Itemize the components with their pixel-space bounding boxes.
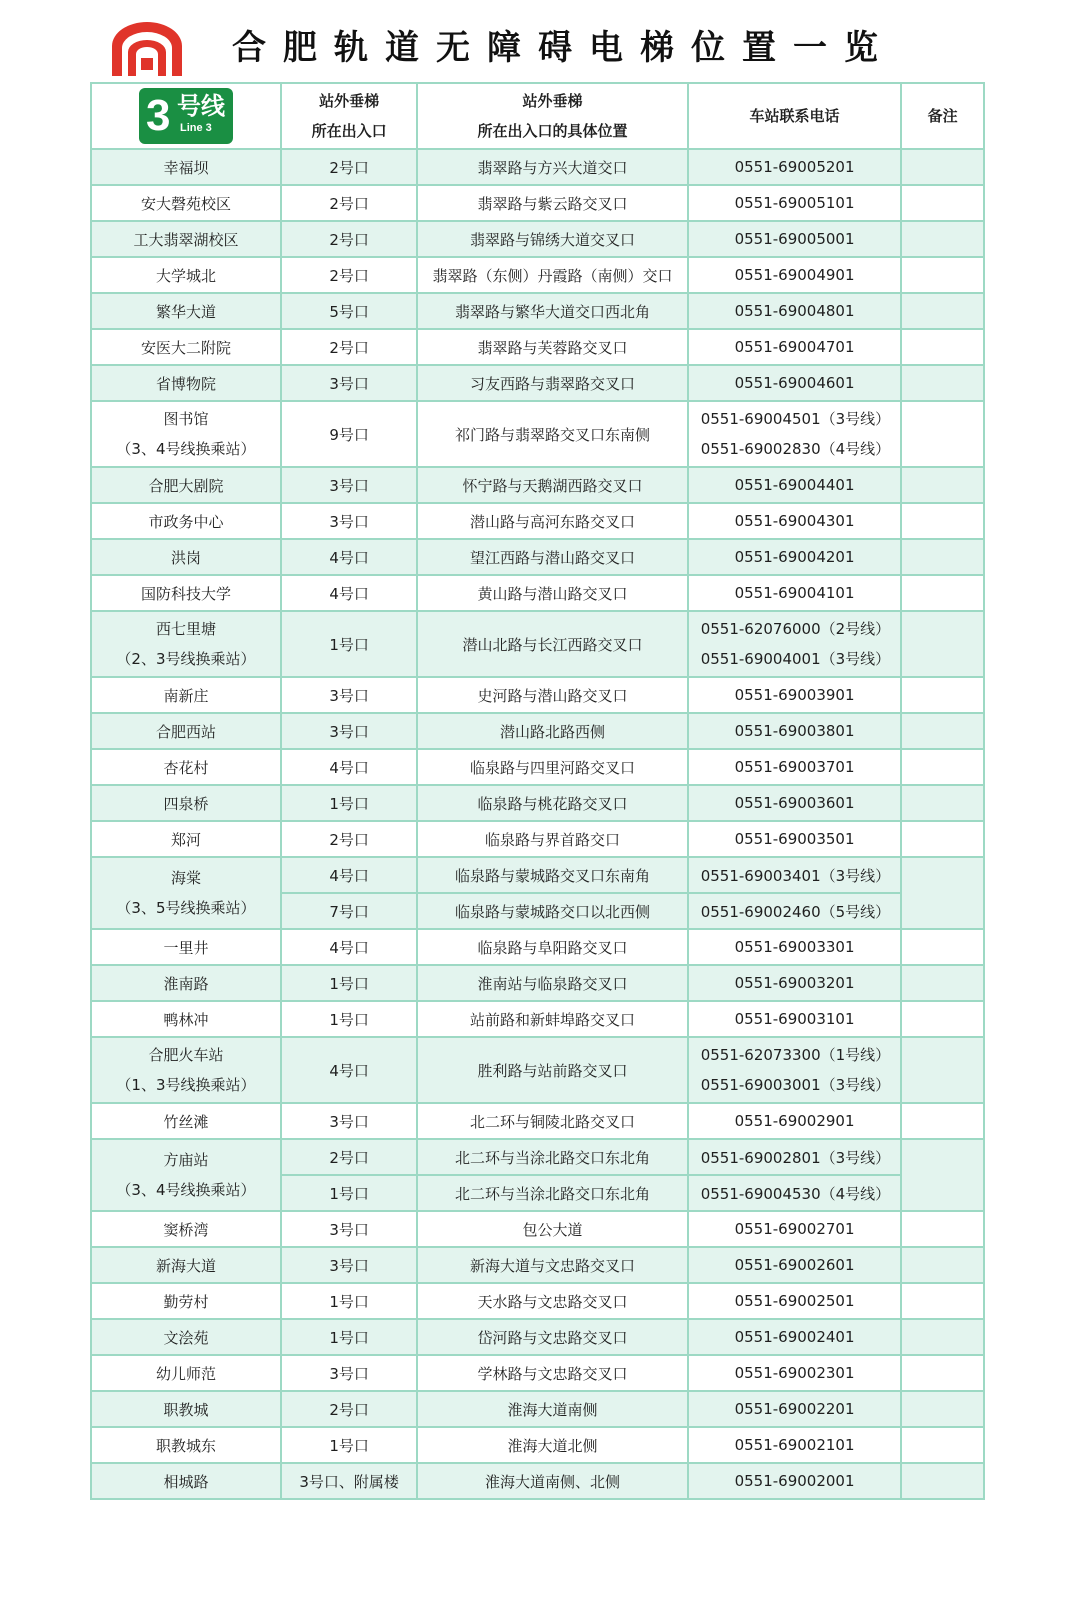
station-name: 杏花村 <box>91 749 281 785</box>
elevator-exit: 1号口 <box>281 965 417 1001</box>
phone-number: 0551-69002830（4号线） <box>700 440 891 458</box>
table-row <box>91 677 984 713</box>
station-phone <box>688 401 902 467</box>
elevator-exit: 2号口 <box>281 149 417 185</box>
elevator-location: 站前路和新蚌埠路交叉口 <box>417 1001 687 1037</box>
elevator-location: 翡翠路与芙蓉路交叉口 <box>417 329 687 365</box>
table-row <box>91 467 984 503</box>
station-phone: 0551-69002501 <box>688 1283 902 1319</box>
elevator-location: 潜山路北路西侧 <box>417 713 687 749</box>
elevator-location: 黄山路与潜山路交叉口 <box>417 575 687 611</box>
station-phone: 0551-69003201 <box>688 965 902 1001</box>
phone-number: 0551-69004001（3号线） <box>700 650 891 668</box>
note-cell <box>901 467 984 503</box>
station-name <box>91 401 281 467</box>
note-cell <box>901 713 984 749</box>
station-phone <box>688 893 902 929</box>
station-phone: 0551-69003301 <box>688 929 902 965</box>
station-phone: 0551-69003601 <box>688 785 902 821</box>
station-phone: 0551-69002001 <box>688 1463 902 1499</box>
station-name: 洪岗 <box>91 539 281 575</box>
table-row <box>91 401 984 467</box>
station-name: 相城路 <box>91 1463 281 1499</box>
elevator-exit: 4号口 <box>281 575 417 611</box>
table-row <box>91 1463 984 1499</box>
station-name: 幼儿师范 <box>91 1355 281 1391</box>
note-cell <box>901 1139 984 1211</box>
elevator-exit: 4号口 <box>281 539 417 575</box>
station-name: 淮南路 <box>91 965 281 1001</box>
station-phone: 0551-69004301 <box>688 503 902 539</box>
station-transfer-note: （3、4号线换乘站） <box>116 1181 256 1199</box>
station-transfer-note: （1、3号线换乘站） <box>116 1076 256 1094</box>
note-cell <box>901 1037 984 1103</box>
note-cell <box>901 293 984 329</box>
station-name: 市政务中心 <box>91 503 281 539</box>
column-header-location <box>417 83 687 149</box>
note-cell <box>901 185 984 221</box>
station-name: 职教城 <box>91 1391 281 1427</box>
note-cell <box>901 929 984 965</box>
elevator-exit: 5号口 <box>281 293 417 329</box>
station-name: 合肥西站 <box>91 713 281 749</box>
station-name: 幸福坝 <box>91 149 281 185</box>
phone-number: 0551-69003401（3号线） <box>700 866 891 885</box>
station-transfer-note: （3、5号线换乘站） <box>116 899 256 917</box>
elevator-exit: 3号口 <box>281 1103 417 1139</box>
note-cell <box>901 1319 984 1355</box>
station-phone <box>688 611 902 677</box>
elevator-location: 望江西路与潜山路交叉口 <box>417 539 687 575</box>
station-phone: 0551-69004701 <box>688 329 902 365</box>
table-row <box>91 503 984 539</box>
note-cell <box>901 965 984 1001</box>
station-name: 勤劳村 <box>91 1283 281 1319</box>
line-label-cn: 号线 <box>176 92 225 120</box>
table-header-row <box>91 83 984 149</box>
station-phone: 0551-69003901 <box>688 677 902 713</box>
elevator-exit: 2号口 <box>281 185 417 221</box>
station-name: 郑河 <box>91 821 281 857</box>
station-name: 南新庄 <box>91 677 281 713</box>
table-row <box>91 185 984 221</box>
station-phone: 0551-69004901 <box>688 257 902 293</box>
station-phone: 0551-69002301 <box>688 1355 902 1391</box>
phone-number: 0551-69004501（3号线） <box>700 410 891 428</box>
note-cell <box>901 503 984 539</box>
elevator-exit: 4号口 <box>281 929 417 965</box>
elevator-location: 北二环与当涂北路交口东北角 <box>417 1175 687 1211</box>
station-phone: 0551-69003101 <box>688 1001 902 1037</box>
table-row <box>91 1037 984 1103</box>
column-header-note: 备注 <box>901 83 984 149</box>
station-transfer-note: （2、3号线换乘站） <box>116 650 256 668</box>
note-cell <box>901 1283 984 1319</box>
station-name <box>91 611 281 677</box>
note-cell <box>901 539 984 575</box>
elevator-location: 临泉路与四里河路交叉口 <box>417 749 687 785</box>
note-cell <box>901 575 984 611</box>
table-row <box>91 365 984 401</box>
elevator-exit: 1号口 <box>281 1001 417 1037</box>
elevator-location: 潜山北路与长江西路交叉口 <box>417 611 687 677</box>
station-phone: 0551-69004101 <box>688 575 902 611</box>
station-phone <box>688 1037 902 1103</box>
station-phone <box>688 1175 902 1211</box>
elevator-location: 翡翠路与锦绣大道交叉口 <box>417 221 687 257</box>
phone-number: 0551-62073300（1号线） <box>700 1046 891 1064</box>
elevator-location: 包公大道 <box>417 1211 687 1247</box>
station-phone: 0551-69003501 <box>688 821 902 857</box>
note-cell <box>901 329 984 365</box>
table-row <box>91 1001 984 1037</box>
elevator-exit: 1号口 <box>281 785 417 821</box>
elevator-location: 临泉路与蒙城路交叉口东南角 <box>417 857 687 893</box>
note-cell <box>901 1001 984 1037</box>
station-name <box>91 1037 281 1103</box>
table-row <box>91 293 984 329</box>
elevator-location: 淮海大道南侧 <box>417 1391 687 1427</box>
elevator-location: 岱河路与文忠路交叉口 <box>417 1319 687 1355</box>
station-phone: 0551-69002601 <box>688 1247 902 1283</box>
elevator-exit: 3号口 <box>281 1355 417 1391</box>
column-header-exit <box>281 83 417 149</box>
note-cell <box>901 221 984 257</box>
table-row <box>91 1139 984 1175</box>
elevator-exit: 2号口 <box>281 821 417 857</box>
station-name: 四泉桥 <box>91 785 281 821</box>
table-row <box>91 329 984 365</box>
note-cell <box>901 401 984 467</box>
elevator-exit: 3号口 <box>281 1247 417 1283</box>
note-cell <box>901 1355 984 1391</box>
column-header-phone: 车站联系电话 <box>688 83 902 149</box>
elevator-location: 翡翠路与方兴大道交口 <box>417 149 687 185</box>
station-name: 省博物院 <box>91 365 281 401</box>
elevator-exit: 2号口 <box>281 257 417 293</box>
station-name: 合肥大剧院 <box>91 467 281 503</box>
elevator-exit: 4号口 <box>281 1037 417 1103</box>
station-phone: 0551-69004601 <box>688 365 902 401</box>
station-phone: 0551-69002901 <box>688 1103 902 1139</box>
page-header <box>0 0 1080 82</box>
elevator-exit: 2号口 <box>281 329 417 365</box>
note-cell <box>901 1103 984 1139</box>
station-name: 文浍苑 <box>91 1319 281 1355</box>
table-row <box>91 1211 984 1247</box>
elevator-exit: 3号口 <box>281 503 417 539</box>
elevator-location: 史河路与潜山路交叉口 <box>417 677 687 713</box>
station-name: 窦桥湾 <box>91 1211 281 1247</box>
table-row <box>91 929 984 965</box>
table-body <box>91 149 984 1499</box>
station-phone: 0551-69005101 <box>688 185 902 221</box>
hefei-metro-logo-icon <box>108 20 186 76</box>
table-row <box>91 1391 984 1427</box>
note-cell <box>901 821 984 857</box>
table-row <box>91 1355 984 1391</box>
table-row <box>91 857 984 893</box>
station-name: 职教城东 <box>91 1427 281 1463</box>
phone-number: 0551-69003001（3号线） <box>700 1076 891 1094</box>
station-phone: 0551-69003801 <box>688 713 902 749</box>
elevator-exit: 3号口 <box>281 713 417 749</box>
note-cell <box>901 677 984 713</box>
note-cell <box>901 749 984 785</box>
elevator-location: 临泉路与桃花路交叉口 <box>417 785 687 821</box>
station-phone: 0551-69002101 <box>688 1427 902 1463</box>
elevator-exit: 2号口 <box>281 221 417 257</box>
line-3-badge <box>139 88 233 144</box>
station-name: 繁华大道 <box>91 293 281 329</box>
elevator-exit: 7号口 <box>281 893 417 929</box>
table-row <box>91 1283 984 1319</box>
station-phone: 0551-69002701 <box>688 1211 902 1247</box>
elevator-location: 翡翠路（东侧）丹霞路（南侧）交口 <box>417 257 687 293</box>
station-phone: 0551-69004201 <box>688 539 902 575</box>
column-header-location-line1: 站外垂梯 <box>522 92 583 110</box>
phone-number: 0551-62076000（2号线） <box>700 620 891 638</box>
table-row <box>91 1427 984 1463</box>
table-row <box>91 257 984 293</box>
elevator-exit: 1号口 <box>281 1319 417 1355</box>
table-row <box>91 713 984 749</box>
elevator-exit: 1号口 <box>281 611 417 677</box>
note-cell <box>901 857 984 929</box>
station-phone: 0551-69005201 <box>688 149 902 185</box>
station-name-main: 合肥火车站 <box>148 1046 224 1064</box>
elevator-exit: 3号口 <box>281 677 417 713</box>
station-name: 安大磬苑校区 <box>91 185 281 221</box>
elevator-location: 翡翠路与紫云路交叉口 <box>417 185 687 221</box>
table-row <box>91 1247 984 1283</box>
station-name: 竹丝滩 <box>91 1103 281 1139</box>
elevator-location: 淮南站与临泉路交叉口 <box>417 965 687 1001</box>
elevator-exit: 1号口 <box>281 1283 417 1319</box>
table-row <box>91 965 984 1001</box>
note-cell <box>901 365 984 401</box>
station-phone: 0551-69003701 <box>688 749 902 785</box>
elevator-location: 天水路与文忠路交叉口 <box>417 1283 687 1319</box>
elevator-exit: 3号口 <box>281 365 417 401</box>
station-name-main: 海棠 <box>170 869 201 887</box>
elevator-exit: 9号口 <box>281 401 417 467</box>
elevator-exit: 3号口 <box>281 1211 417 1247</box>
station-name: 鸭林冲 <box>91 1001 281 1037</box>
station-name <box>91 1139 281 1211</box>
elevator-location: 临泉路与阜阳路交叉口 <box>417 929 687 965</box>
elevator-location: 北二环与铜陵北路交叉口 <box>417 1103 687 1139</box>
station-phone: 0551-69004401 <box>688 467 902 503</box>
table-row <box>91 539 984 575</box>
station-name-main: 图书馆 <box>163 410 209 428</box>
table-row <box>91 1103 984 1139</box>
column-header-exit-line2: 所在出入口 <box>311 122 387 140</box>
note-cell <box>901 257 984 293</box>
elevator-exit: 3号口 <box>281 467 417 503</box>
elevator-location: 胜利路与站前路交叉口 <box>417 1037 687 1103</box>
station-phone: 0551-69005001 <box>688 221 902 257</box>
note-cell <box>901 149 984 185</box>
note-cell <box>901 1247 984 1283</box>
table-row <box>91 821 984 857</box>
note-cell <box>901 1463 984 1499</box>
elevator-location: 习友西路与翡翠路交叉口 <box>417 365 687 401</box>
table-row <box>91 749 984 785</box>
note-cell <box>901 1427 984 1463</box>
elevator-table <box>90 82 985 1500</box>
line-label-en: Line 3 <box>179 122 212 134</box>
elevator-location: 翡翠路与繁华大道交口西北角 <box>417 293 687 329</box>
station-name <box>91 857 281 929</box>
table-row <box>91 1319 984 1355</box>
elevator-location: 祁门路与翡翠路交叉口东南侧 <box>417 401 687 467</box>
elevator-exit: 2号口 <box>281 1139 417 1175</box>
table-row <box>91 575 984 611</box>
elevator-location: 学林路与文忠路交叉口 <box>417 1355 687 1391</box>
elevator-exit: 2号口 <box>281 1391 417 1427</box>
station-phone <box>688 1139 902 1175</box>
elevator-exit: 4号口 <box>281 749 417 785</box>
station-transfer-note: （3、4号线换乘站） <box>116 440 256 458</box>
elevator-exit: 1号口 <box>281 1427 417 1463</box>
note-cell <box>901 1211 984 1247</box>
elevator-location: 潜山路与高河东路交叉口 <box>417 503 687 539</box>
phone-number: 0551-69002460（5号线） <box>700 902 891 921</box>
table-row <box>91 611 984 677</box>
page-title: 合肥轨道无障碍电梯位置一览 <box>232 28 895 68</box>
elevator-location: 怀宁路与天鹅湖西路交叉口 <box>417 467 687 503</box>
elevator-location: 淮海大道北侧 <box>417 1427 687 1463</box>
station-name-main: 西七里塘 <box>155 620 216 638</box>
table-row <box>91 149 984 185</box>
elevator-location: 淮海大道南侧、北侧 <box>417 1463 687 1499</box>
station-phone: 0551-69002401 <box>688 1319 902 1355</box>
elevator-exit: 3号口、附属楼 <box>281 1463 417 1499</box>
station-name: 安医大二附院 <box>91 329 281 365</box>
elevator-exit: 1号口 <box>281 1175 417 1211</box>
elevator-location: 新海大道与文忠路交叉口 <box>417 1247 687 1283</box>
phone-number: 0551-69004530（4号线） <box>700 1184 891 1203</box>
station-name: 一里井 <box>91 929 281 965</box>
column-header-location-line2: 所在出入口的具体位置 <box>477 122 628 140</box>
note-cell <box>901 1391 984 1427</box>
elevator-exit: 4号口 <box>281 857 417 893</box>
table-row <box>91 785 984 821</box>
station-phone <box>688 857 902 893</box>
station-name: 工大翡翠湖校区 <box>91 221 281 257</box>
elevator-location: 临泉路与界首路交口 <box>417 821 687 857</box>
column-header-exit-line1: 站外垂梯 <box>319 92 380 110</box>
elevator-location: 北二环与当涂北路交口东北角 <box>417 1139 687 1175</box>
phone-number: 0551-69002801（3号线） <box>700 1148 891 1167</box>
elevator-location: 临泉路与蒙城路交口以北西侧 <box>417 893 687 929</box>
station-phone: 0551-69004801 <box>688 293 902 329</box>
station-name: 新海大道 <box>91 1247 281 1283</box>
station-name: 大学城北 <box>91 257 281 293</box>
station-name-main: 方庙站 <box>163 1151 209 1169</box>
line-number: 3 <box>145 91 171 140</box>
note-cell <box>901 785 984 821</box>
station-phone: 0551-69002201 <box>688 1391 902 1427</box>
line-badge-cell <box>91 83 281 149</box>
note-cell <box>901 611 984 677</box>
station-name: 国防科技大学 <box>91 575 281 611</box>
table-row <box>91 221 984 257</box>
